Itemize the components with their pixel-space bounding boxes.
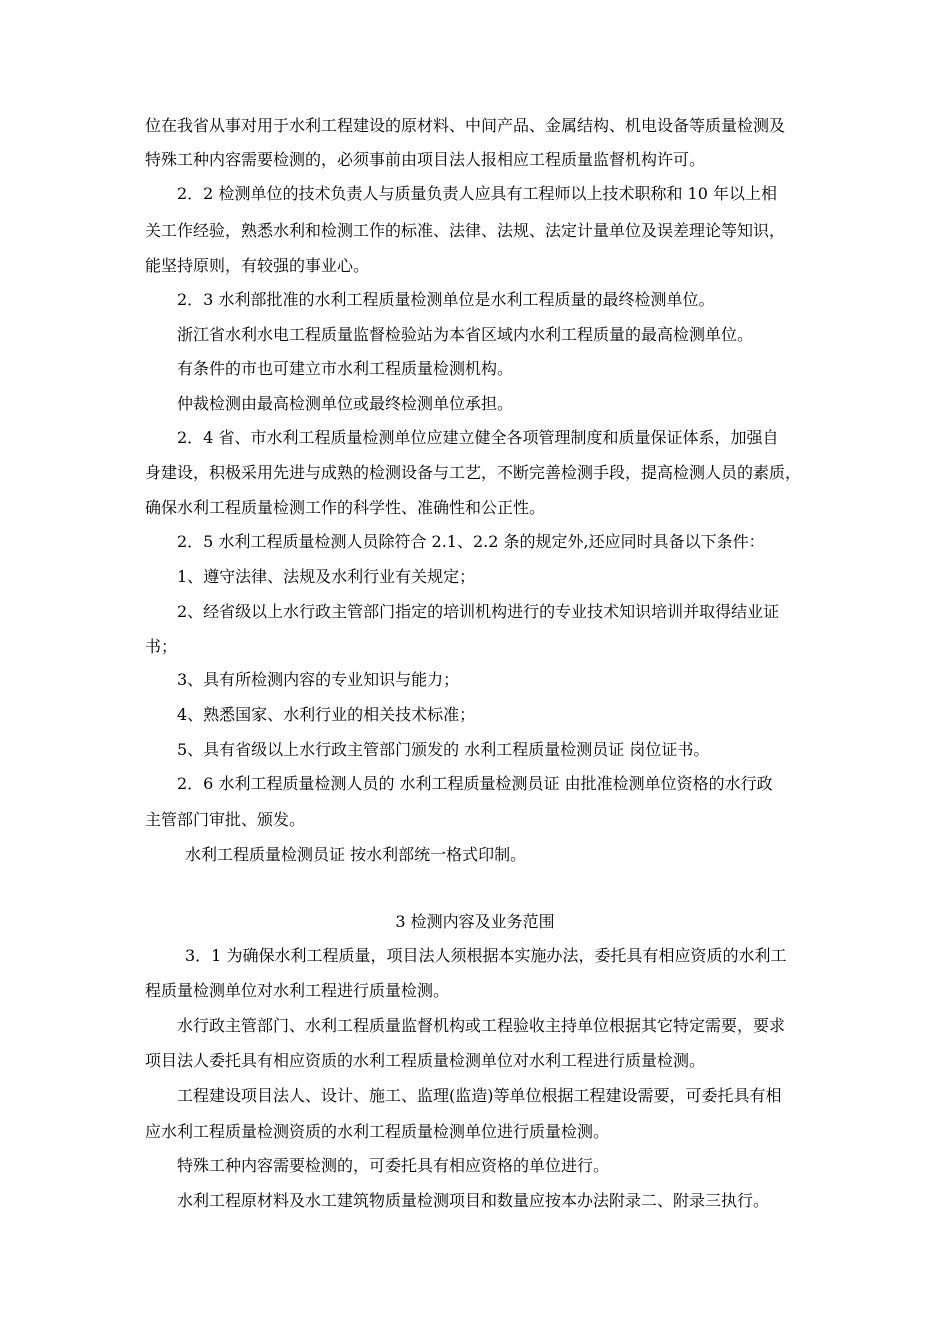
text-line: 项目法人委托具有相应资质的水利工程质量检测单位对水利工程进行质量检测。 bbox=[145, 1051, 706, 1070]
text-line: 3、具有所检测内容的专业知识与能力； bbox=[177, 670, 460, 689]
text-line: 关工作经验，熟悉水利和检测工作的标准、法律、法规、法定计量单位及误差理论等知识， bbox=[145, 221, 786, 240]
text-line: 应水利工程质量检测资质的水利工程质量检测单位进行质量检测。 bbox=[145, 1122, 610, 1141]
text-line: 水利工程原材料及水工建筑物质量检测项目和数量应按本办法附录二、附录三执行。 bbox=[177, 1191, 770, 1210]
text-line: 程质量检测单位对水利工程进行质量检测。 bbox=[145, 981, 450, 1000]
text-line: 2．2 检测单位的技术负责人与质量负责人应具有工程师以上技术职称和 10 年以上相 bbox=[177, 184, 777, 203]
text-line: 5、具有省级以上水行政主管部门颁发的 水利工程质量检测员证 岗位证书。 bbox=[177, 740, 710, 759]
text-line: 工程建设项目法人、设计、施工、监理(监造)等单位根据工程建设需要，可委托具有相 bbox=[177, 1086, 782, 1105]
text-line: 确保水利工程质量检测工作的科学性、准确性和公正性。 bbox=[145, 498, 546, 517]
text-line: 2．6 水利工程质量检测人员的 水利工程质量检测员证 由批准检测单位资格的水行政 bbox=[177, 774, 773, 793]
text-line: 4、熟悉国家、水利行业的相关技术标准； bbox=[177, 705, 476, 724]
text-line: 水行政主管部门、水利工程质量监督机构或工程验收主持单位根据其它特定需要，要求 bbox=[177, 1016, 786, 1035]
text-line: 2．5 水利工程质量检测人员除符合 2.1、2.2 条的规定外,还应同时具备以下条件： bbox=[177, 532, 765, 551]
text-line: 主管部门审批、颁发。 bbox=[145, 810, 306, 829]
text-line: 有条件的市也可建立市水利工程质量检测机构。 bbox=[177, 359, 514, 378]
text-line: 浙江省水利水电工程质量监督检验站为本省区域内水利工程质量的最高检测单位。 bbox=[177, 325, 754, 344]
text-line: 3．1 为确保水利工程质量，项目法人须根据本实施办法，委托具有相应资质的水利工 bbox=[185, 946, 787, 965]
section-heading: 3 检测内容及业务范围 bbox=[395, 912, 555, 931]
text-line: 1、遵守法律、法规及水利行业有关规定； bbox=[177, 567, 476, 586]
text-line: 2、经省级以上水行政主管部门指定的培训机构进行的专业技术知识培训并取得结业证 bbox=[177, 602, 780, 621]
text-line: 2．4 省、市水利工程质量检测单位应建立健全各项管理制度和质量保证体系，加强自 bbox=[177, 428, 779, 447]
text-line: 能坚持原则，有较强的事业心。 bbox=[145, 256, 370, 275]
text-line: 位在我省从事对用于水利工程建设的原材料、中间产品、金属结构、机电设备等质量检测及 bbox=[145, 116, 786, 135]
text-line: 特殊工种内容需要检测的，必须事前由项目法人报相应工程质量监督机构许可。 bbox=[145, 150, 706, 169]
text-line: 身建设，积极采用先进与成熟的检测设备与工艺，不断完善检测手段，提高检测人员的素质， bbox=[145, 463, 802, 482]
text-line: 水利工程质量检测员证 按水利部统一格式印制。 bbox=[185, 845, 527, 864]
text-line: 仲裁检测由最高检测单位或最终检测单位承担。 bbox=[177, 394, 514, 413]
text-line: 特殊工种内容需要检测的，可委托具有相应资格的单位进行。 bbox=[177, 1156, 610, 1175]
text-line: 2．3 水利部批准的水利工程质量检测单位是水利工程质量的最终检测单位。 bbox=[177, 290, 715, 309]
text-line: 书； bbox=[145, 637, 178, 656]
